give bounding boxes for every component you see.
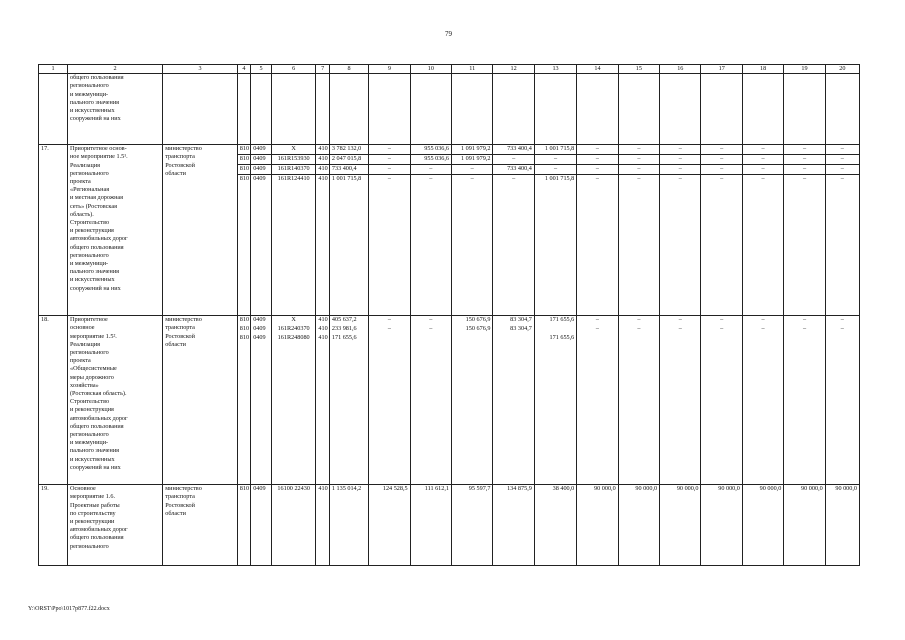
row-number: 17. — [39, 145, 68, 316]
value-cell: 90 000,0 — [577, 485, 618, 566]
value-cell: – — [701, 316, 742, 326]
value-cell: 955 036,6 — [410, 155, 451, 165]
header-cell: 18 — [742, 65, 783, 74]
value-cell: – — [701, 165, 742, 175]
executor: министерство транспорта Ростовской области — [163, 145, 238, 316]
value-cell — [577, 334, 618, 485]
value-cell: 410 — [316, 316, 329, 326]
value-cell — [410, 334, 451, 485]
value-cell — [742, 334, 783, 485]
value-cell: 90 000,0 — [784, 485, 825, 566]
header-cell: 19 — [784, 65, 825, 74]
value-cell: 1 001 715,8 — [329, 175, 368, 316]
value-cell: – — [660, 175, 701, 316]
value-cell: – — [369, 175, 410, 316]
value-cell: – — [577, 325, 618, 334]
header-cell: 7 — [316, 65, 329, 74]
value-cell: – — [784, 165, 825, 175]
header-cell: 9 — [369, 65, 410, 74]
value-cell — [493, 334, 534, 485]
table-cell — [329, 74, 368, 145]
value-cell: – — [410, 316, 451, 326]
executor: министерство транспорта Ростовской области — [163, 485, 238, 566]
value-cell: – — [369, 145, 410, 155]
value-cell: 124 528,5 — [369, 485, 410, 566]
table-cell — [742, 74, 783, 145]
value-cell: 810 — [237, 165, 250, 175]
value-cell: 1 001 715,8 — [534, 145, 576, 155]
value-cell: – — [784, 145, 825, 155]
header-cell: 16 — [660, 65, 701, 74]
value-cell: – — [825, 316, 859, 326]
value-cell: 810 — [237, 175, 250, 316]
table-body — [39, 65, 860, 566]
value-cell: 38 400,0 — [534, 485, 576, 566]
value-cell: 405 637,2 — [329, 316, 368, 326]
value-cell: 0409 — [251, 165, 272, 175]
value-cell: – — [742, 175, 783, 316]
value-cell: – — [369, 316, 410, 326]
value-cell: 134 875,9 — [493, 485, 534, 566]
table-cell — [369, 74, 410, 145]
value-cell: – — [701, 155, 742, 165]
value-cell: 810 — [237, 334, 250, 485]
table-cell — [534, 74, 576, 145]
value-cell: – — [742, 316, 783, 326]
value-cell: 1 001 715,8 — [534, 175, 576, 316]
header-cell: 10 — [410, 65, 451, 74]
table-cell — [493, 74, 534, 145]
value-cell: – — [784, 175, 825, 316]
header-cell: 4 — [237, 65, 250, 74]
item-name: Основное мероприятие 1.6. Проектные работы по строительству и реконструкции автомобильных дорог общего пользования регионального — [67, 485, 162, 566]
value-cell: 161R248080 — [271, 334, 316, 485]
value-cell: – — [410, 325, 451, 334]
value-cell: 733 400,4 — [493, 165, 534, 175]
value-cell: – — [577, 165, 618, 175]
header-cell: 6 — [271, 65, 316, 74]
value-cell — [784, 334, 825, 485]
value-cell: – — [534, 155, 576, 165]
item-name: Приоритетное основ- ное мероприятие 1.5¹. Реализация регионального проекта «Региональная и местная дорожная сеть» (Ростовская область). Строительство и реконструкция автомобильных дорог общего пользования регионального и межмуници- пального значения и искусственных сооружений на них — [67, 145, 162, 316]
row-number: 19. — [39, 485, 68, 566]
value-cell: – — [410, 165, 451, 175]
value-cell: 0409 — [251, 155, 272, 165]
value-cell — [618, 334, 659, 485]
value-cell: – — [825, 175, 859, 316]
value-cell: 810 — [237, 145, 250, 155]
value-cell: – — [493, 155, 534, 165]
header-cell: 2 — [67, 65, 162, 74]
value-cell: – — [825, 145, 859, 155]
value-cell: – — [701, 175, 742, 316]
table-cell — [271, 74, 316, 145]
value-cell: – — [369, 325, 410, 334]
table-cell — [618, 74, 659, 145]
value-cell: – — [618, 145, 659, 155]
value-cell: – — [742, 155, 783, 165]
value-cell: 150 676,9 — [452, 316, 493, 326]
value-cell: – — [701, 325, 742, 334]
value-cell: 2 047 015,8 — [329, 155, 368, 165]
header-cell: 20 — [825, 65, 859, 74]
value-cell: 150 676,9 — [452, 325, 493, 334]
value-cell: – — [660, 325, 701, 334]
value-cell: 0409 — [251, 485, 272, 566]
value-cell: Х — [271, 316, 316, 326]
executor: министерство транспорта Ростовской области — [163, 316, 238, 485]
header-cell: 3 — [163, 65, 238, 74]
table-cell — [237, 74, 250, 145]
value-cell: – — [618, 316, 659, 326]
item-name: Приоритетное основное мероприятие 1.5². Реализация регионального проекта «Общесистемные меры дорожного хозяйства» (Ростовская область). Строительство и реконструкция автомобильных дорог общего пользования регионального и межмуници- пального значения и искусственных сооружений на них — [67, 316, 162, 485]
table-cell — [251, 74, 272, 145]
value-cell: 161R140370 — [271, 165, 316, 175]
value-cell: 111 612,1 — [410, 485, 451, 566]
value-cell: 733 400,4 — [329, 165, 368, 175]
value-cell: 161R240370 — [271, 325, 316, 334]
value-cell: 171 655,6 — [534, 316, 576, 326]
header-cell: 11 — [452, 65, 493, 74]
value-cell: 16100 22430 — [271, 485, 316, 566]
table-row — [39, 485, 860, 566]
value-cell: – — [618, 165, 659, 175]
value-cell: 810 — [237, 316, 250, 326]
value-cell: 410 — [316, 175, 329, 316]
value-cell: – — [742, 325, 783, 334]
value-cell: 3 782 132,0 — [329, 145, 368, 155]
value-cell: 171 655,6 — [534, 334, 576, 485]
value-cell: – — [660, 155, 701, 165]
value-cell — [534, 325, 576, 334]
value-cell: – — [660, 316, 701, 326]
value-cell: 90 000,0 — [618, 485, 659, 566]
item-name: общего пользования регионального и межмуници- пального значения и искусственных сооружений на них — [67, 74, 162, 145]
value-cell: 95 597,7 — [452, 485, 493, 566]
value-cell: 410 — [316, 145, 329, 155]
value-cell: – — [784, 316, 825, 326]
value-cell: – — [452, 175, 493, 316]
value-cell: 161R124410 — [271, 175, 316, 316]
table-cell — [452, 74, 493, 145]
value-cell: – — [577, 155, 618, 165]
value-cell: 90 000,0 — [825, 485, 859, 566]
header-cell: 15 — [618, 65, 659, 74]
value-cell: 0409 — [251, 316, 272, 326]
header-cell: 14 — [577, 65, 618, 74]
value-cell: 233 981,6 — [329, 325, 368, 334]
value-cell: 0409 — [251, 325, 272, 334]
budget-table — [38, 64, 860, 566]
value-cell: 0409 — [251, 175, 272, 316]
value-cell: – — [660, 145, 701, 155]
value-cell: Х — [271, 145, 316, 155]
value-cell: – — [577, 316, 618, 326]
table-cell — [701, 74, 742, 145]
value-cell: 0409 — [251, 145, 272, 155]
value-cell: 90 000,0 — [660, 485, 701, 566]
value-cell — [825, 334, 859, 485]
value-cell: 733 400,4 — [493, 145, 534, 155]
value-cell: – — [618, 325, 659, 334]
header-cell: 13 — [534, 65, 576, 74]
value-cell: 1 091 979,2 — [452, 145, 493, 155]
value-cell: – — [369, 155, 410, 165]
table-cell — [39, 74, 68, 145]
header-cell: 17 — [701, 65, 742, 74]
value-cell: – — [369, 165, 410, 175]
page-number: 79 — [445, 30, 452, 38]
value-cell: 0409 — [251, 334, 272, 485]
table-row — [39, 145, 860, 155]
value-cell: – — [825, 165, 859, 175]
value-cell: – — [784, 325, 825, 334]
value-cell: 90 000,0 — [701, 485, 742, 566]
value-cell: 410 — [316, 165, 329, 175]
value-cell: – — [701, 145, 742, 155]
value-cell: 83 304,7 — [493, 325, 534, 334]
value-cell: – — [452, 165, 493, 175]
value-cell: 410 — [316, 155, 329, 165]
value-cell: 955 036,6 — [410, 145, 451, 155]
value-cell: 810 — [237, 325, 250, 334]
header-cell: 12 — [493, 65, 534, 74]
table-cell — [784, 74, 825, 145]
value-cell — [369, 334, 410, 485]
value-cell: – — [825, 155, 859, 165]
value-cell: 171 655,6 — [329, 334, 368, 485]
header-cell: 5 — [251, 65, 272, 74]
value-cell — [452, 334, 493, 485]
value-cell: 810 — [237, 155, 250, 165]
value-cell: – — [618, 155, 659, 165]
value-cell: – — [410, 175, 451, 316]
table-cell — [660, 74, 701, 145]
value-cell: 161R153930 — [271, 155, 316, 165]
value-cell: – — [825, 325, 859, 334]
value-cell: – — [577, 175, 618, 316]
value-cell: 90 000,0 — [742, 485, 783, 566]
value-cell: 410 — [316, 485, 329, 566]
value-cell: 83 304,7 — [493, 316, 534, 326]
value-cell: – — [784, 155, 825, 165]
value-cell: – — [577, 145, 618, 155]
header-cell: 1 — [39, 65, 68, 74]
value-cell: 1 091 979,2 — [452, 155, 493, 165]
value-cell: – — [493, 175, 534, 316]
header-cell: 8 — [329, 65, 368, 74]
footer-path: Y:\ORST\Ppo\1017p877.f22.docx — [28, 606, 110, 612]
table-cell — [410, 74, 451, 145]
value-cell: – — [618, 175, 659, 316]
value-cell — [660, 334, 701, 485]
table-cell — [163, 74, 238, 145]
value-cell: 410 — [316, 325, 329, 334]
value-cell: 1 135 014,2 — [329, 485, 368, 566]
value-cell: 810 — [237, 485, 250, 566]
value-cell — [701, 334, 742, 485]
value-cell: – — [534, 165, 576, 175]
value-cell: 410 — [316, 334, 329, 485]
table-cell — [825, 74, 859, 145]
continuation-row — [39, 74, 860, 145]
table-row — [39, 316, 860, 326]
value-cell: – — [660, 165, 701, 175]
value-cell: – — [742, 165, 783, 175]
table-cell — [577, 74, 618, 145]
table-cell — [316, 74, 329, 145]
row-number: 18. — [39, 316, 68, 485]
header-row — [39, 65, 860, 74]
value-cell: – — [742, 145, 783, 155]
